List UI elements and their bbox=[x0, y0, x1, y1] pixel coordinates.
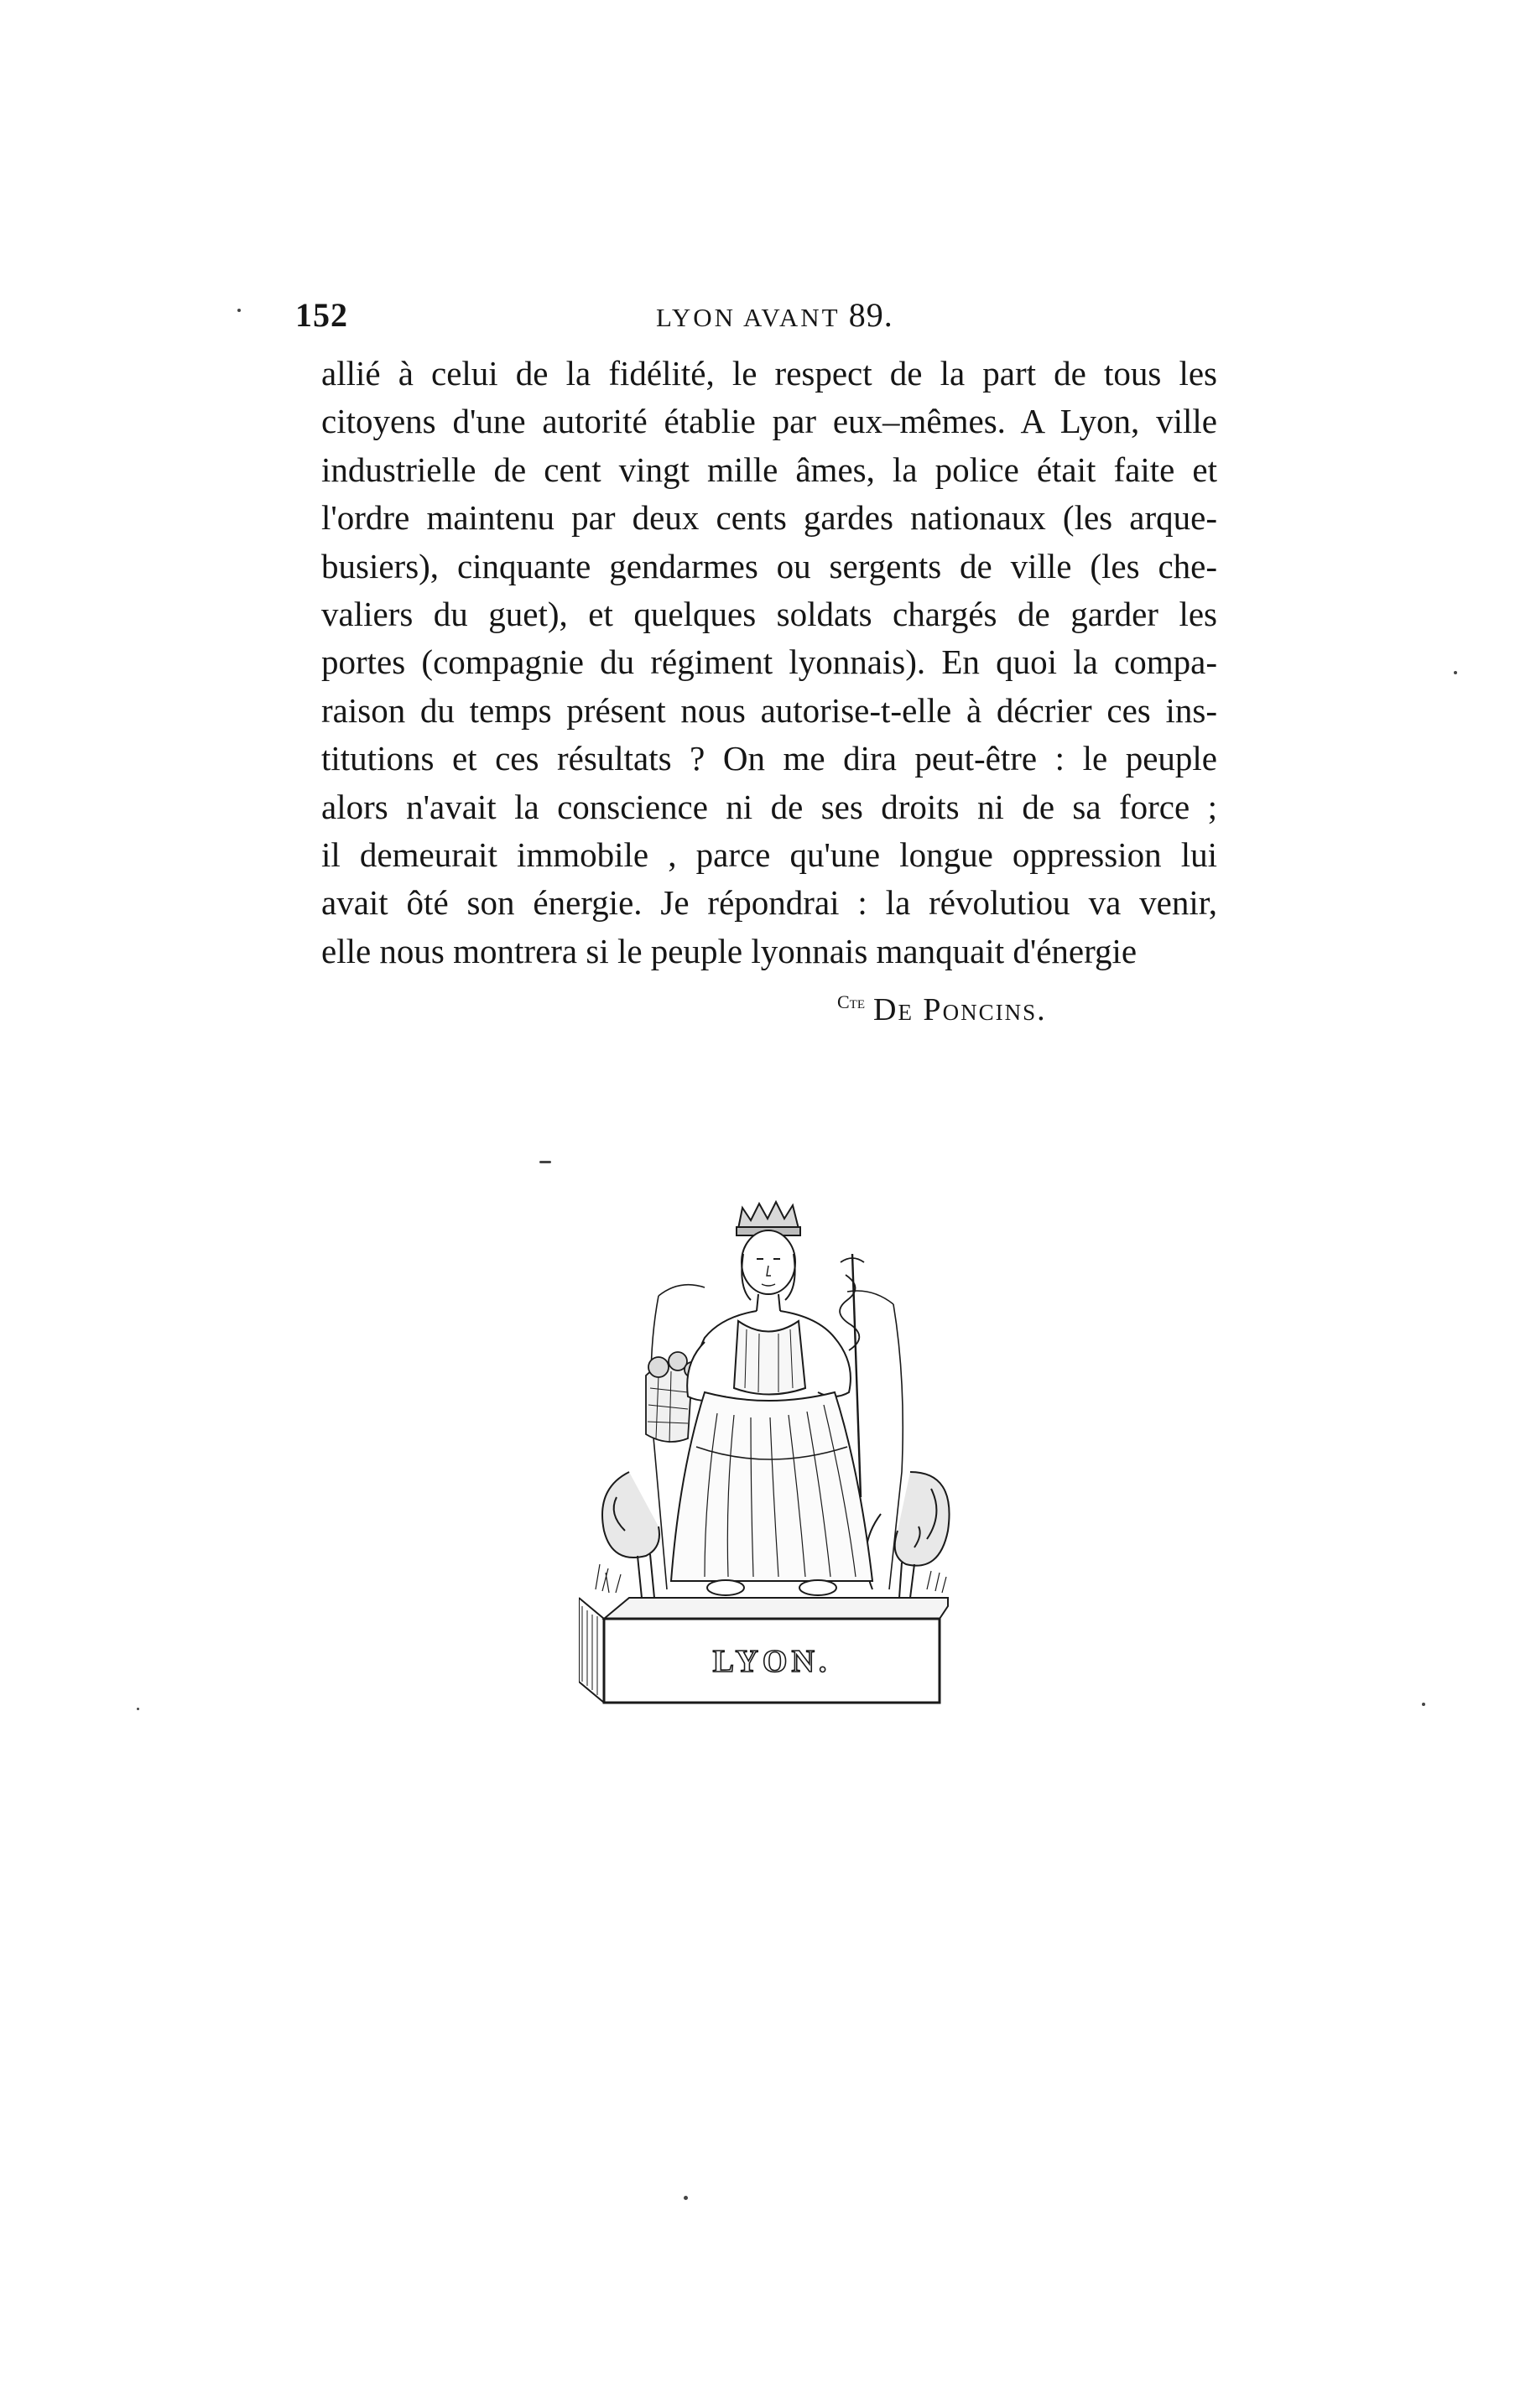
print-speck bbox=[1454, 671, 1457, 674]
lyon-statue-engraving bbox=[579, 1195, 965, 1715]
text-line: l'ordre maintenu par deux cents gardes nationaux (les arque- bbox=[321, 498, 1217, 538]
text-line: allié à celui de la fidélité, le respect de la part de tous les bbox=[321, 354, 1217, 393]
signature-title: Cte bbox=[837, 991, 865, 1012]
pedestal-inscription: LYON. bbox=[712, 1644, 831, 1679]
text-line: portes (compagnie du régiment lyonnais). En quoi la compa- bbox=[321, 642, 1217, 682]
print-speck bbox=[237, 309, 241, 312]
running-title bbox=[656, 295, 893, 335]
running-title-text: LYON AVANT bbox=[656, 303, 840, 332]
signature-name: De Poncins. bbox=[873, 992, 1047, 1027]
page-number: 152 bbox=[295, 296, 348, 334]
text-line: avait ôté son énergie. Je répondrai : la révolutiou va venir, bbox=[321, 883, 1217, 923]
text-line: titutions et ces résultats ? On me dira peut-être : le peuple bbox=[321, 739, 1217, 778]
text-line: busiers), cinquante gendarmes ou sergents de ville (les che- bbox=[321, 546, 1217, 585]
seated-figure bbox=[671, 1202, 872, 1595]
text-line: industrielle de cent vingt mille âmes, la police était faite et bbox=[321, 450, 1217, 489]
text-line: raison du temps présent nous autorise-t-elle à décrier ces ins- bbox=[321, 690, 1217, 730]
text-line: il demeurait immobile , parce qu'une longue oppression lui bbox=[321, 835, 1217, 874]
print-speck bbox=[684, 2196, 688, 2200]
text-line: valiers du guet), et quelques soldats chargés de garder les bbox=[321, 594, 1217, 633]
text-line: alors n'avait la conscience ni de ses droits ni de sa force ; bbox=[321, 787, 1217, 826]
print-speck bbox=[1422, 1703, 1425, 1706]
print-speck bbox=[137, 1708, 139, 1710]
running-header bbox=[295, 295, 1195, 337]
text-line: elle nous montrera si le peuple lyonnais manquait d'énergie bbox=[321, 931, 1138, 970]
running-title-number: 89. bbox=[848, 296, 893, 334]
body-text bbox=[321, 350, 1217, 975]
text-line: citoyens d'une autorité établie par eux–mêmes. A Lyon, ville bbox=[321, 402, 1217, 441]
author-signature bbox=[837, 991, 1047, 1028]
print-speck bbox=[539, 1161, 551, 1163]
